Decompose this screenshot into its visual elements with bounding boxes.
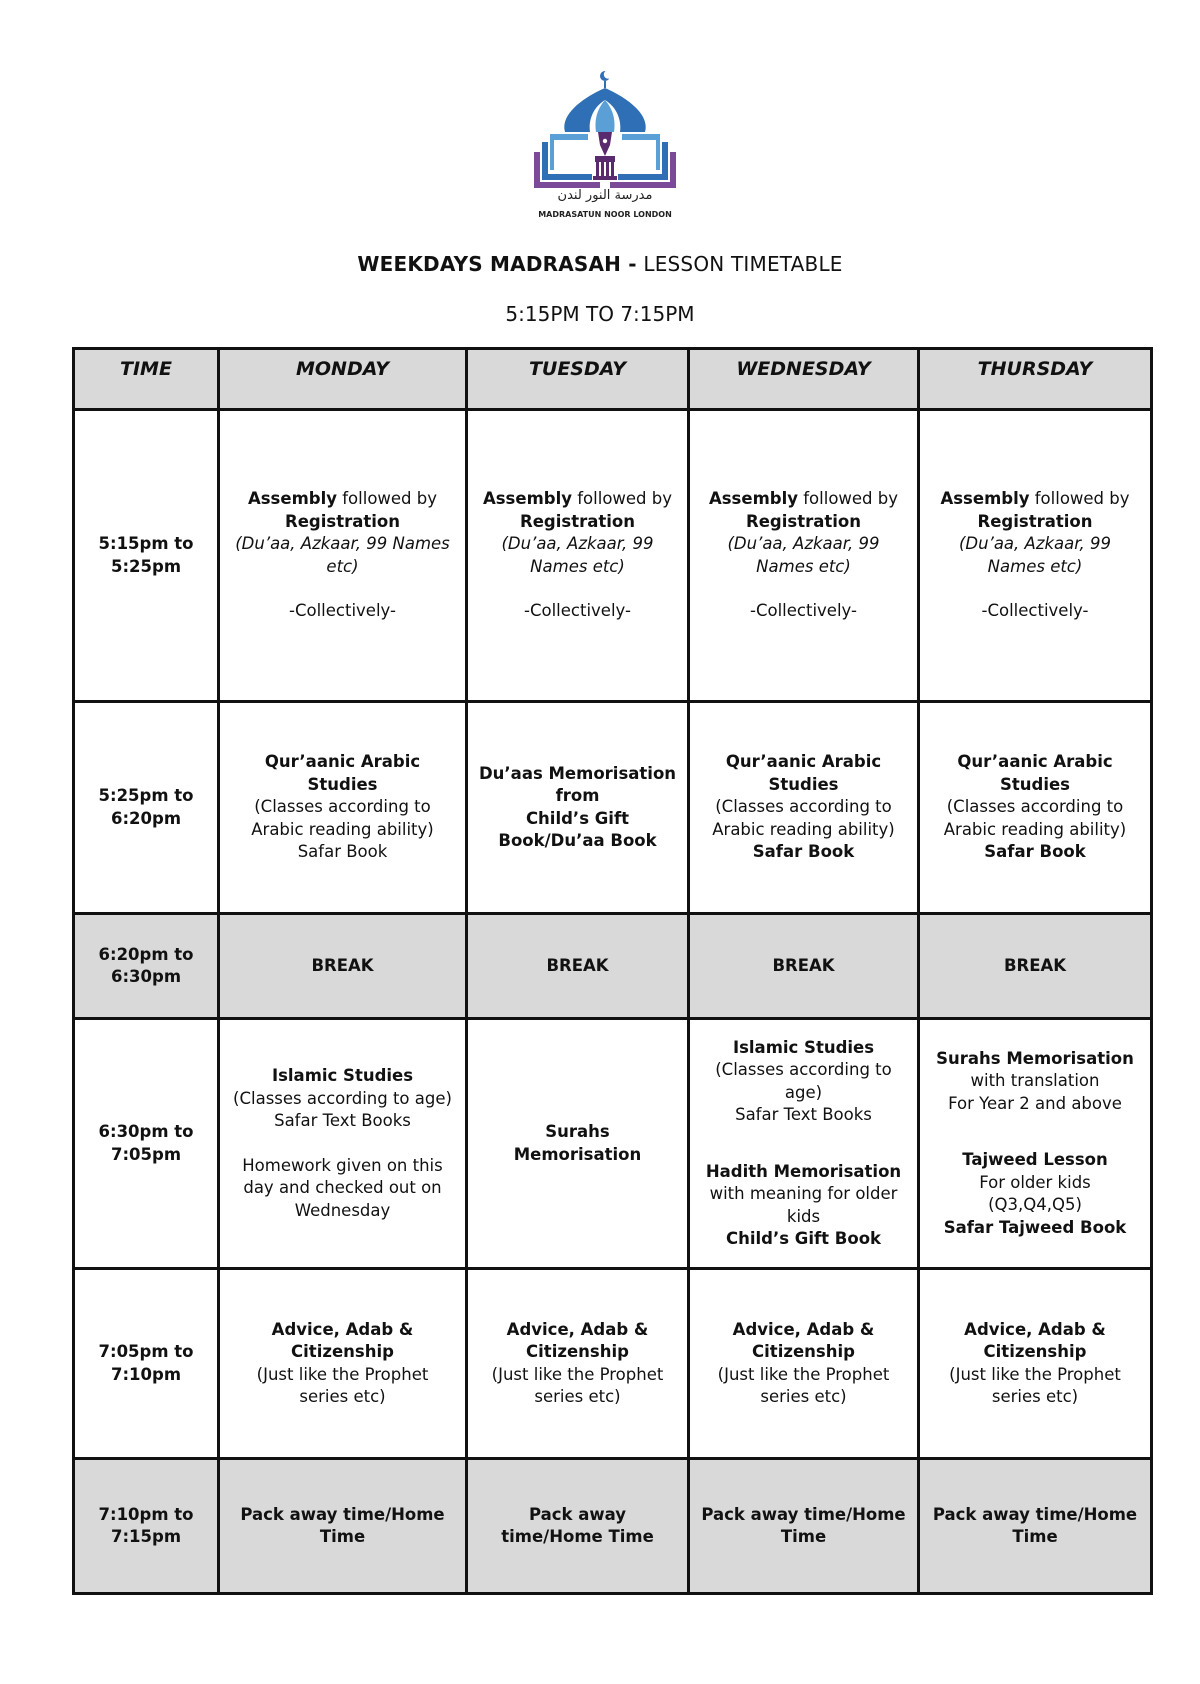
lesson-details: (Just like the Prophet series etc) — [949, 1364, 1121, 1406]
table-row — [74, 1019, 1152, 1269]
lesson-book: Safar Book — [752, 842, 855, 862]
lesson-title: Qur’aanic Arabic Studies — [264, 752, 421, 794]
lesson-year-note: For Year 2 and above — [948, 1093, 1122, 1113]
break-row — [74, 914, 1152, 1019]
time-cell — [74, 1459, 219, 1594]
assembly-details: (Du’aa, Azkaar, 99 Names etc) — [958, 534, 1112, 576]
tajweed-details: For older kids (Q3,Q4,Q5) — [979, 1172, 1091, 1215]
assembly-label: Assembly — [482, 489, 572, 509]
lesson-cell-thursday — [919, 1269, 1152, 1459]
time-cell — [74, 914, 219, 1019]
time-end: 7:10pm — [110, 1364, 182, 1384]
page-title — [0, 252, 1200, 276]
mosque-book-pen-icon — [530, 70, 680, 228]
lesson-cell-tuesday — [467, 1019, 689, 1269]
time-end: 6:30pm — [110, 967, 182, 986]
header-row — [74, 349, 1152, 410]
lesson-cell-wednesday — [689, 702, 919, 914]
lesson-book: Safar Book — [984, 842, 1086, 862]
registration-label: Registration — [520, 511, 635, 531]
registration-label: Registration — [285, 511, 400, 531]
time-start: 6:30pm to — [98, 1122, 194, 1141]
lesson-details: (Classes according to Arabic reading ability) — [943, 797, 1127, 839]
header-time: TIME — [74, 349, 219, 410]
lesson-cell-monday — [219, 1269, 467, 1459]
break-cell-tuesday: BREAK — [467, 914, 689, 1019]
time-end: 7:05pm — [110, 1144, 182, 1164]
time-cell — [74, 1269, 219, 1459]
followed-by-text: followed by — [572, 489, 673, 509]
collectively-note: -Collectively- — [289, 601, 396, 621]
lesson-book: Child’s Gift Book/Du’aa Book — [498, 808, 657, 850]
lesson-cell-wednesday — [689, 1019, 919, 1269]
madrasah-logo — [530, 70, 680, 228]
lesson-book: Safar Book — [297, 842, 388, 862]
followed-by-text: followed by — [337, 489, 438, 509]
lesson-cell-tuesday: Pack away time/Home Time — [467, 1459, 689, 1594]
lesson-title-2: Memorisation — [513, 1144, 642, 1164]
lesson-title: Islamic Studies — [732, 1037, 875, 1057]
assembly-label: Assembly — [708, 489, 798, 509]
registration-label: Registration — [977, 511, 1093, 531]
time-start: 7:05pm to — [98, 1342, 194, 1361]
page-subtitle: 5:15PM TO 7:15PM — [505, 302, 695, 326]
lesson-cell-tuesday — [467, 410, 689, 702]
table-row — [74, 1459, 1152, 1594]
lesson-book: Safar Text Books — [274, 1111, 411, 1130]
lesson-title: Surahs — [545, 1122, 610, 1141]
hadith-book: Child’s Gift Book — [725, 1229, 882, 1248]
followed-by-text: followed by — [798, 489, 899, 509]
table-row — [74, 410, 1152, 702]
header-monday: MONDAY — [219, 349, 467, 410]
lesson-details: (Just like the Prophet series etc) — [256, 1364, 429, 1406]
lesson-cell-tuesday — [467, 1269, 689, 1459]
break-cell-monday: BREAK — [219, 914, 467, 1019]
header-thursday: THURSDAY — [919, 349, 1152, 410]
lesson-title: Advice, Adab & Citizenship — [506, 1319, 649, 1361]
table-row — [74, 1269, 1152, 1459]
hadith-details: with meaning for older kids — [709, 1184, 898, 1226]
page-title-rest: LESSON TIMETABLE — [636, 252, 843, 276]
lesson-details: (Classes according to age) — [233, 1088, 452, 1108]
table-row — [74, 702, 1152, 914]
tajweed-title: Tajweed Lesson — [962, 1150, 1108, 1170]
registration-label: Registration — [746, 511, 861, 531]
time-start: 7:10pm to — [98, 1504, 194, 1524]
time-start: 5:15pm to — [98, 534, 194, 553]
lesson-book: Safar Text Books — [735, 1105, 872, 1124]
lesson-title: Surahs Memorisation — [936, 1048, 1134, 1068]
lesson-details: (Classes according to Arabic reading ability) — [251, 797, 434, 839]
lesson-cell-monday — [219, 702, 467, 914]
assembly-label: Assembly — [940, 489, 1030, 509]
time-end: 7:15pm — [110, 1527, 182, 1546]
hadith-title: Hadith Memorisation — [705, 1161, 902, 1181]
lesson-cell-wednesday — [689, 410, 919, 702]
lesson-cell-wednesday: Pack away time/Home Time — [689, 1459, 919, 1594]
time-cell — [74, 702, 219, 914]
lesson-details: (Classes according to age) — [715, 1060, 892, 1102]
tajweed-book: Safar Tajweed Book — [943, 1217, 1127, 1237]
lesson-cell-monday — [219, 1019, 467, 1269]
lesson-cell-monday — [219, 410, 467, 702]
header-wednesday: WEDNESDAY — [689, 349, 919, 410]
lesson-details: (Just like the Prophet series etc) — [717, 1364, 890, 1406]
time-start: 6:20pm to — [98, 944, 194, 964]
time-end: 6:20pm — [110, 808, 182, 828]
assembly-details: (Du’aa, Azkaar, 99 Names etc) — [501, 534, 654, 576]
lesson-title: Advice, Adab & Citizenship — [732, 1319, 875, 1361]
lesson-title: Du’aas Memorisation — [478, 763, 677, 783]
timetable — [72, 347, 1153, 1595]
lesson-title: Islamic Studies — [271, 1066, 414, 1085]
header-tuesday: TUESDAY — [467, 349, 689, 410]
lesson-cell-thursday — [919, 410, 1152, 702]
lesson-title: Qur’aanic Arabic Studies — [957, 752, 1113, 794]
lesson-title: Advice, Adab & Citizenship — [271, 1319, 414, 1361]
lesson-cell-thursday — [919, 1019, 1152, 1269]
lesson-cell-wednesday — [689, 1269, 919, 1459]
collectively-note: -Collectively- — [750, 601, 857, 621]
followed-by-text: followed by — [1029, 489, 1130, 509]
time-cell — [74, 410, 219, 702]
logo-arabic-text: مدرسة النور لندن — [557, 188, 653, 203]
lesson-cell-thursday: Pack away time/Home Time — [919, 1459, 1152, 1594]
time-cell — [74, 1019, 219, 1269]
homework-note: Homework given on this day and checked out on Wednesday — [242, 1155, 443, 1220]
lesson-cell-monday: Pack away time/Home Time — [219, 1459, 467, 1594]
lesson-title: Advice, Adab & Citizenship — [964, 1319, 1106, 1361]
lesson-details: (Classes according to Arabic reading ability) — [712, 797, 895, 839]
assembly-details: (Du’aa, Azkaar, 99 Names etc) — [235, 534, 450, 576]
time-end: 5:25pm — [110, 556, 182, 576]
logo-english-text: MADRASATUN NOOR LONDON — [538, 210, 672, 219]
page-title-bold: WEEKDAYS MADRASAH - — [357, 252, 637, 276]
lesson-cell-thursday — [919, 702, 1152, 914]
assembly-details: (Du’aa, Azkaar, 99 Names etc) — [727, 534, 880, 576]
time-start: 5:25pm to — [98, 786, 194, 805]
assembly-label: Assembly — [247, 489, 337, 509]
lesson-details: (Just like the Prophet series etc) — [491, 1364, 664, 1406]
break-cell-wednesday: BREAK — [689, 914, 919, 1019]
lesson-from: from — [555, 786, 600, 805]
collectively-note: -Collectively- — [981, 601, 1089, 621]
collectively-note: -Collectively- — [524, 601, 631, 621]
lesson-cell-tuesday — [467, 702, 689, 914]
lesson-details: with translation — [970, 1071, 1100, 1091]
break-cell-thursday: BREAK — [919, 914, 1152, 1019]
lesson-title: Qur’aanic Arabic Studies — [725, 752, 882, 794]
